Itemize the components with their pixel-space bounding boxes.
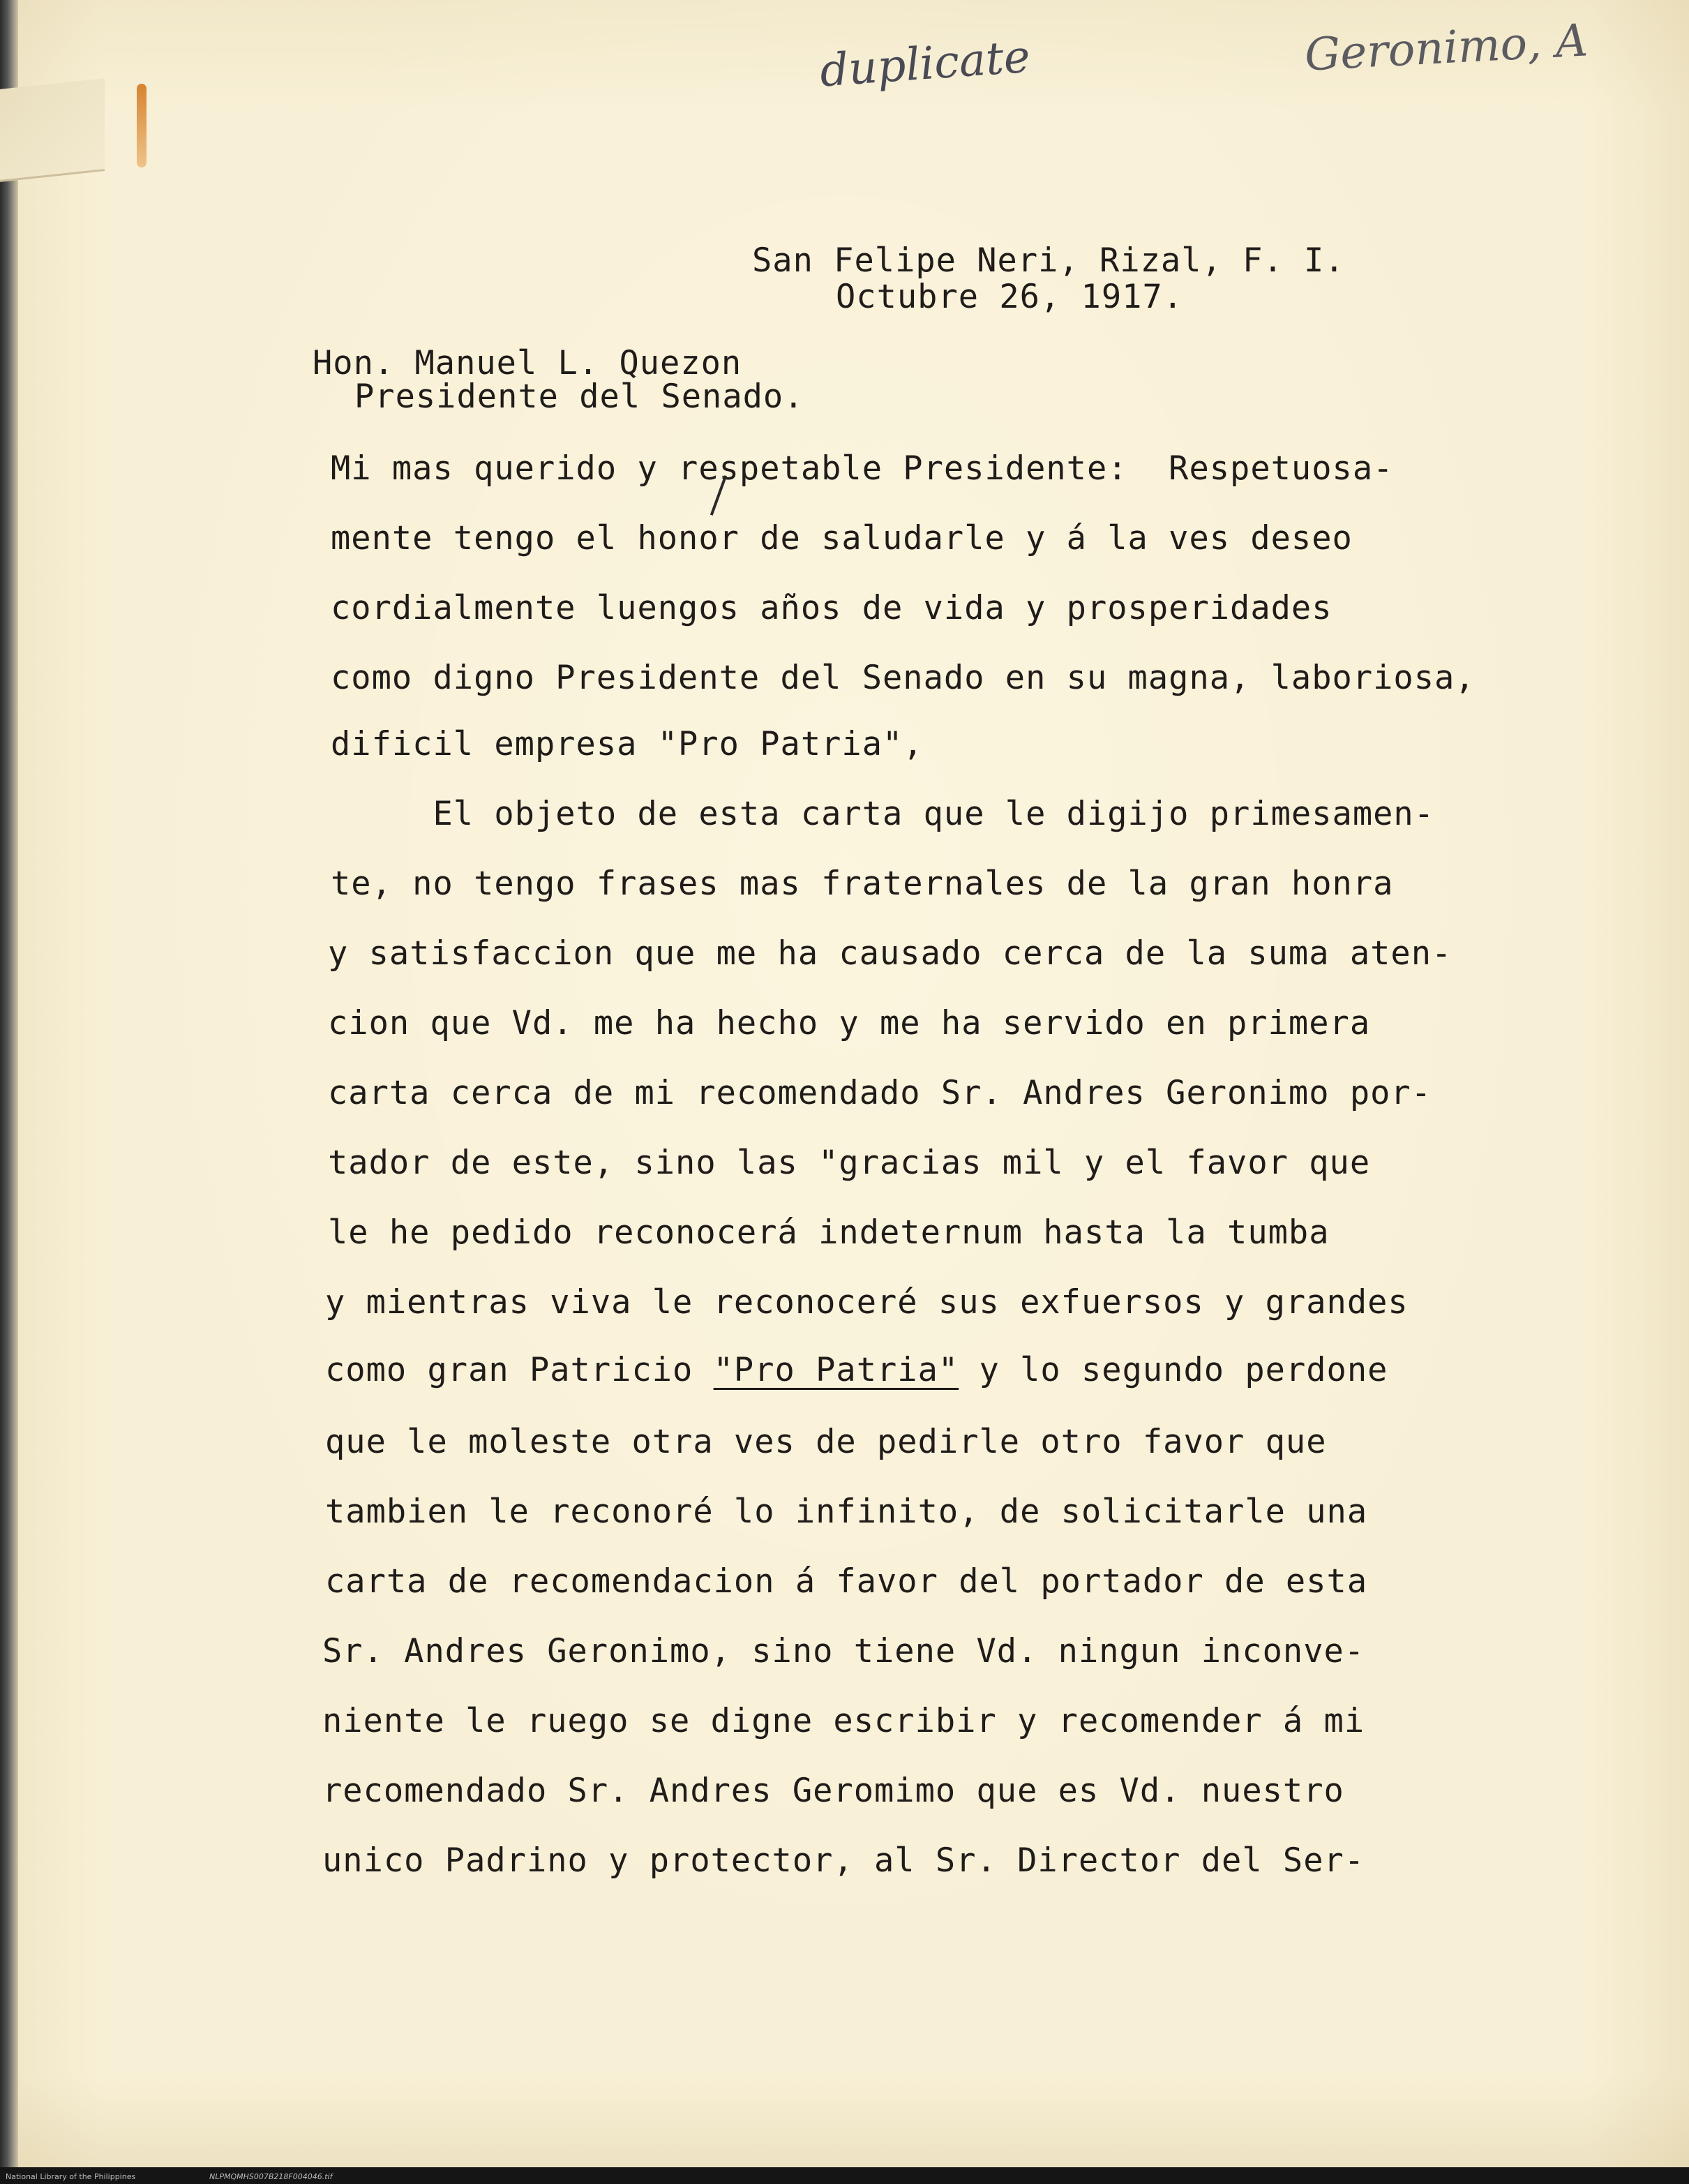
body-line-14-tail: y lo segundo perdone bbox=[959, 1351, 1388, 1389]
body-line-10: carta cerca de mi recomendado Sr. Andres Geronimo por- bbox=[328, 1074, 1432, 1112]
body-line-8: y satisfaccion que me ha causado cerca de la suma aten- bbox=[328, 934, 1452, 973]
body-line-4: como digno Presidente del Senado en su magna, laboriosa, bbox=[331, 659, 1476, 697]
body-line-15: que le moleste otra ves de pedirle otro favor que bbox=[325, 1423, 1327, 1461]
body-line-17: carta de recomendacion á favor del portador de esta bbox=[325, 1562, 1368, 1601]
body-line-12: le he pedido reconocerá indeternum hasta la tumba bbox=[328, 1213, 1330, 1252]
body-line-21: unico Padrino y protector, al Sr. Director del Ser- bbox=[322, 1841, 1365, 1880]
footer-source: National Library of the Philippines bbox=[6, 2172, 136, 2181]
letter-date: Octubre 26, 1917. bbox=[836, 278, 1184, 316]
footer-file-id: NLPMQMHS007B218F004046.tif bbox=[209, 2172, 333, 2181]
pro-patria-underlined: "Pro Patria" bbox=[713, 1351, 959, 1389]
body-line-11: tador de este, sino las "gracias mil y el favor que bbox=[328, 1144, 1371, 1182]
handwritten-duplicate-note: duplicate bbox=[818, 31, 1032, 98]
body-line-18: Sr. Andres Geronimo, sino tiene Vd. ningun inconve- bbox=[322, 1632, 1365, 1670]
scan-left-edge bbox=[0, 0, 18, 2184]
body-line-13: y mientras viva le reconoceré sus exfuersos y grandes bbox=[325, 1283, 1409, 1322]
handwritten-name-note: Geronimo, A bbox=[1303, 15, 1589, 82]
body-line-2: mente tengo el honor de saludarle y á la ves deseo bbox=[331, 519, 1353, 558]
body-line-7: te, no tengo frases mas fraternales de la gran honra bbox=[331, 865, 1394, 903]
recipient-name: Hon. Manuel L. Quezon bbox=[313, 344, 742, 382]
body-line-5: dificil empresa "Pro Patria", bbox=[331, 725, 924, 763]
letter-place: San Felipe Neri, Rizal, F. I. bbox=[752, 241, 1345, 280]
body-line-20: recomendado Sr. Andres Geromimo que es Vd. nuestro bbox=[322, 1772, 1344, 1810]
body-line-19: niente le ruego se digne escribir y recomender á mi bbox=[322, 1702, 1365, 1740]
body-line-14 bbox=[325, 1351, 1388, 1389]
body-line-3: cordialmente luengos años de vida y prosperidades bbox=[331, 589, 1333, 627]
rust-stain bbox=[137, 84, 147, 167]
body-line-9: cion que Vd. me ha hecho y me ha servido en primera bbox=[328, 1004, 1371, 1042]
body-line-16: tambien le reconoré lo infinito, de solicitarle una bbox=[325, 1493, 1368, 1531]
recipient-title: Presidente del Senado. bbox=[354, 377, 804, 416]
torn-corner bbox=[0, 78, 105, 182]
body-line-6: El objeto de esta carta que le digijo primesamen- bbox=[331, 795, 1435, 833]
body-line-1: Mi mas querido y respetable Presidente: Respetuosa- bbox=[331, 449, 1394, 488]
body-line-14-start: como gran Patricio bbox=[325, 1351, 714, 1389]
